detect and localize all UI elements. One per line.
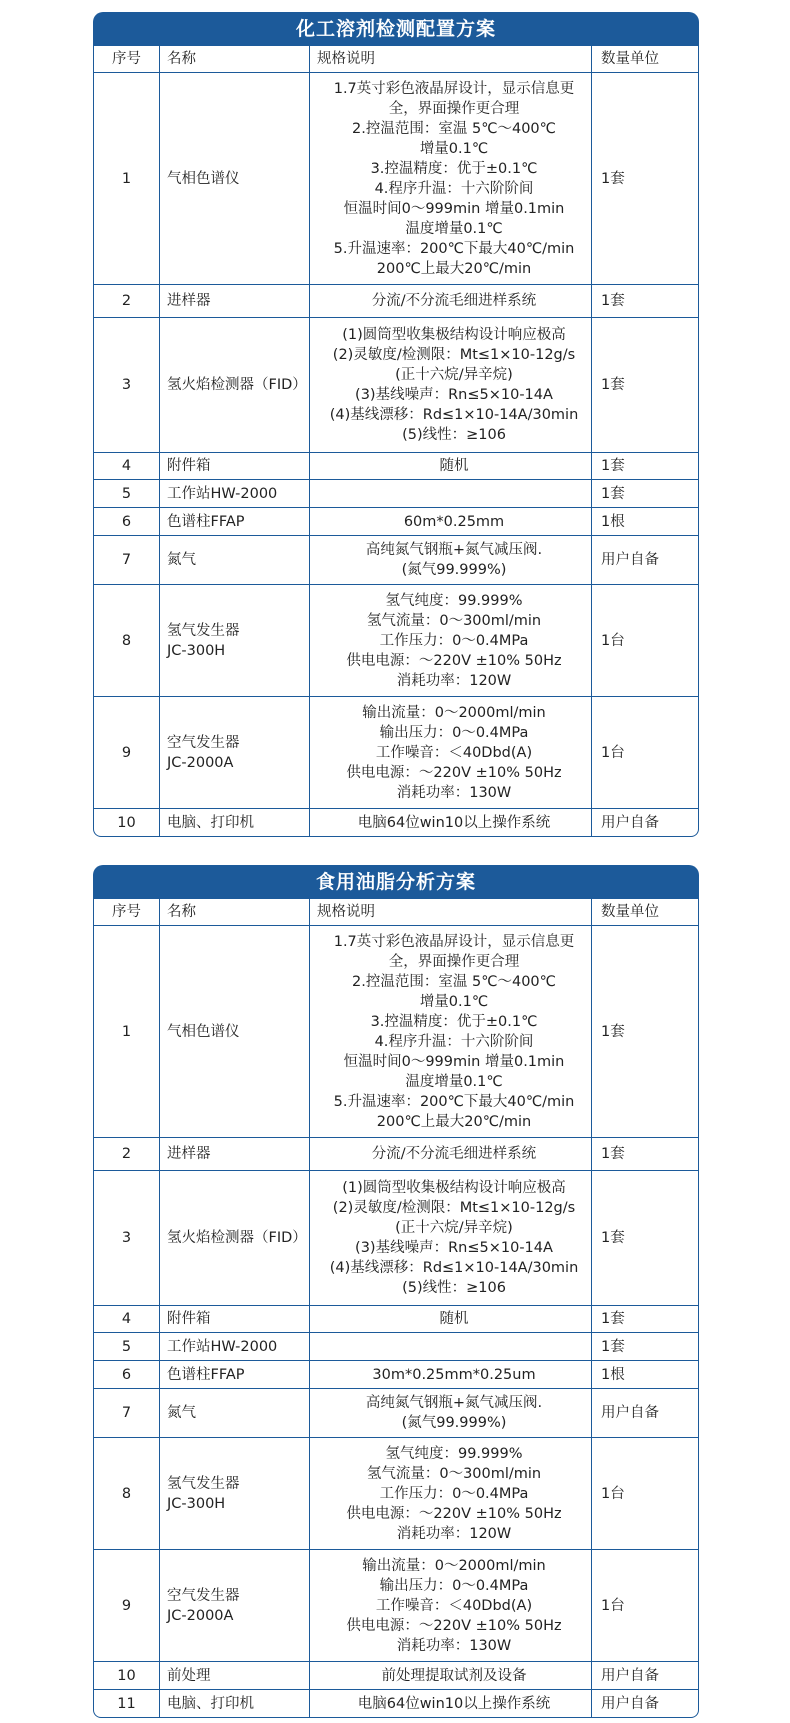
item-name-line: JC-300H bbox=[167, 642, 226, 659]
item-name-line: 电脑、打印机 bbox=[167, 1695, 254, 1712]
spec-line: 温度增量0.1℃ bbox=[405, 220, 503, 237]
item-name-lines bbox=[167, 1365, 245, 1385]
spec-line: 2.控温范围：室温 5℃～400℃ bbox=[352, 973, 556, 990]
item-name-line: 气相色谱仪 bbox=[167, 170, 240, 187]
spec-line: 温度增量0.1℃ bbox=[405, 1073, 503, 1090]
item-name bbox=[160, 697, 310, 808]
quantity-unit: 1台 bbox=[601, 744, 625, 761]
spec-description bbox=[310, 1333, 592, 1360]
item-name bbox=[160, 318, 310, 452]
row-number: 10 bbox=[94, 1662, 160, 1689]
spec-line: (4)基线漂移：Rd≤1×10-14A/30min bbox=[329, 1260, 579, 1276]
spec-line: 30m*0.25mm*0.25um bbox=[372, 1366, 536, 1383]
item-name-lines bbox=[167, 1694, 254, 1714]
table-row bbox=[94, 452, 698, 479]
table-row bbox=[94, 584, 698, 696]
spec-line: 2.控温范围：室温 5℃～400℃ bbox=[352, 120, 556, 137]
table-row bbox=[94, 507, 698, 535]
spec-description bbox=[310, 1138, 592, 1170]
quantity-unit: 1套 bbox=[601, 293, 625, 309]
item-name bbox=[160, 1389, 310, 1437]
quantity-unit: 1套 bbox=[601, 458, 625, 474]
item-name-line: 工作站HW-2000 bbox=[167, 485, 278, 502]
item-name-line: JC-300H bbox=[167, 1495, 226, 1512]
item-name-lines bbox=[167, 550, 196, 570]
item-name-lines bbox=[167, 1309, 211, 1329]
spec-line: 4.程序升温：十六阶阶间 bbox=[374, 1033, 534, 1050]
table-row bbox=[94, 1437, 698, 1549]
spec-description bbox=[310, 1550, 592, 1661]
row-number: 5 bbox=[94, 480, 160, 507]
quantity-unit: 1台 bbox=[601, 632, 625, 649]
spec-line: (氮气99.999%) bbox=[401, 1415, 507, 1431]
quantity-unit: 用户自备 bbox=[601, 814, 659, 831]
spec-line: 输出流量：0～2000ml/min bbox=[362, 704, 546, 721]
row-number: 7 bbox=[94, 1389, 160, 1437]
spec-line: 3.控温精度：优于±0.1℃ bbox=[370, 160, 538, 177]
column-header: 规格说明 bbox=[310, 899, 592, 925]
spec-line: (1)圆筒型收集极结构设计响应极高 bbox=[342, 327, 566, 343]
spec-description bbox=[310, 1171, 592, 1305]
item-name-line: 氢气发生器 bbox=[167, 622, 240, 639]
spec-line: 高纯氮气钢瓶+氮气减压阀. bbox=[365, 542, 543, 558]
item-name-lines bbox=[167, 375, 307, 395]
spec-description bbox=[310, 285, 592, 317]
row-number: 11 bbox=[94, 1690, 160, 1717]
spec-line: 全，界面操作更合理 bbox=[388, 953, 520, 970]
spec-description bbox=[310, 1361, 592, 1388]
spec-line: 5.升温速率：200℃下最大40℃/min bbox=[333, 1093, 575, 1110]
spec-line: (5)线性：≥106 bbox=[402, 427, 506, 443]
table-row bbox=[94, 535, 698, 584]
spec-line: 消耗功率：120W bbox=[396, 672, 512, 689]
row-number: 8 bbox=[94, 1438, 160, 1549]
row-number: 10 bbox=[94, 809, 160, 836]
table-row bbox=[94, 72, 698, 284]
row-number: 2 bbox=[94, 1138, 160, 1170]
item-name bbox=[160, 1333, 310, 1360]
spec-line: 工作噪音：＜40Dbd(A) bbox=[375, 1597, 533, 1614]
quantity-unit: 1套 bbox=[601, 1023, 625, 1040]
column-header: 规格说明 bbox=[310, 46, 592, 72]
table-row bbox=[94, 317, 698, 452]
spec-line: 氢气纯度：99.999% bbox=[385, 1445, 523, 1462]
table-row bbox=[94, 925, 698, 1137]
row-number: 8 bbox=[94, 585, 160, 696]
table-title: 食用油脂分析方案 bbox=[93, 865, 699, 899]
spec-line: 电脑64位win10以上操作系统 bbox=[357, 1695, 551, 1712]
table-row bbox=[94, 1689, 698, 1717]
item-name-lines bbox=[167, 813, 254, 833]
item-name-lines bbox=[167, 169, 240, 189]
item-name-line: 空气发生器 bbox=[167, 1587, 240, 1604]
item-name bbox=[160, 480, 310, 507]
row-number: 1 bbox=[94, 73, 160, 284]
quantity-unit: 1套 bbox=[601, 1338, 625, 1355]
spec-line: (5)线性：≥106 bbox=[402, 1280, 506, 1296]
spec-line: 60m*0.25mm bbox=[403, 513, 505, 530]
item-name bbox=[160, 1438, 310, 1549]
quantity-unit: 1套 bbox=[601, 1311, 625, 1327]
table-row bbox=[94, 284, 698, 317]
row-number: 9 bbox=[94, 1550, 160, 1661]
item-name-line: 附件箱 bbox=[167, 458, 211, 474]
item-name-lines bbox=[167, 1228, 307, 1248]
quantity-unit: 1套 bbox=[601, 1146, 625, 1162]
item-name-line: 附件箱 bbox=[167, 1311, 211, 1327]
quantity-unit: 用户自备 bbox=[601, 1405, 659, 1421]
item-name-line: JC-2000A bbox=[167, 754, 234, 771]
item-name-lines bbox=[167, 1586, 240, 1626]
item-name-lines bbox=[167, 291, 211, 311]
item-name-line: 前处理 bbox=[167, 1667, 211, 1684]
item-name bbox=[160, 508, 310, 535]
spec-line: 工作压力：0～0.4MPa bbox=[379, 632, 529, 649]
spec-description bbox=[310, 697, 592, 808]
item-name bbox=[160, 585, 310, 696]
item-name-lines bbox=[167, 456, 211, 476]
item-name-line: 氢火焰检测器（FID） bbox=[167, 377, 307, 393]
quantity-unit: 1根 bbox=[601, 513, 625, 530]
spec-description bbox=[310, 1389, 592, 1437]
spec-line: (2)灵敏度/检测限：Mt≤1×10-12g/s bbox=[332, 1200, 576, 1216]
spec-line: 高纯氮气钢瓶+氮气减压阀. bbox=[365, 1395, 543, 1411]
column-header: 名称 bbox=[160, 899, 310, 925]
item-name bbox=[160, 1171, 310, 1305]
table-row bbox=[94, 1549, 698, 1661]
table-grid bbox=[93, 899, 699, 1718]
row-number: 3 bbox=[94, 318, 160, 452]
item-name bbox=[160, 536, 310, 584]
table-row bbox=[94, 808, 698, 836]
spec-line: 恒温时间0～999min 增量0.1min bbox=[343, 200, 565, 217]
row-number: 7 bbox=[94, 536, 160, 584]
spec-line: 氢气纯度：99.999% bbox=[385, 592, 523, 609]
item-name-line: 进样器 bbox=[167, 293, 211, 309]
item-name bbox=[160, 926, 310, 1137]
spec-line: 工作噪音：＜40Dbd(A) bbox=[375, 744, 533, 761]
spec-line: (1)圆筒型收集极结构设计响应极高 bbox=[342, 1180, 566, 1196]
item-name-lines bbox=[167, 1666, 211, 1686]
table-row bbox=[94, 1360, 698, 1388]
spec-line: 增量0.1℃ bbox=[419, 993, 489, 1010]
spec-line: 氢气流量：0～300ml/min bbox=[366, 612, 542, 629]
table-row bbox=[94, 1305, 698, 1332]
item-name bbox=[160, 73, 310, 284]
quantity-unit: 1根 bbox=[601, 1366, 625, 1383]
row-number: 6 bbox=[94, 1361, 160, 1388]
spec-line: 随机 bbox=[439, 1311, 469, 1327]
spec-line: 1.7英寸彩色液晶屏设计，显示信息更 bbox=[333, 80, 575, 97]
quantity-unit: 1套 bbox=[601, 485, 625, 502]
spec-line: 输出流量：0～2000ml/min bbox=[362, 1557, 546, 1574]
table-row bbox=[94, 1170, 698, 1305]
spec-description bbox=[310, 453, 592, 479]
spec-line: 供电电源：～220V ±10% 50Hz bbox=[346, 1505, 562, 1522]
spec-description bbox=[310, 1306, 592, 1332]
item-name-line: 气相色谱仪 bbox=[167, 1023, 240, 1040]
spec-line: 电脑64位win10以上操作系统 bbox=[357, 814, 551, 831]
item-name-line: 色谱柱FFAP bbox=[167, 513, 245, 530]
column-header: 序号 bbox=[94, 899, 160, 925]
spec-line: 消耗功率：130W bbox=[396, 784, 512, 801]
item-name-lines bbox=[167, 621, 240, 661]
item-name-line: JC-2000A bbox=[167, 1607, 234, 1624]
spec-line: 氢气流量：0～300ml/min bbox=[366, 1465, 542, 1482]
item-name-line: 色谱柱FFAP bbox=[167, 1366, 245, 1383]
spec-line: (正十六烷/异辛烷) bbox=[395, 367, 513, 383]
spec-line: 全，界面操作更合理 bbox=[388, 100, 520, 117]
item-name-lines bbox=[167, 1337, 277, 1357]
column-header: 名称 bbox=[160, 46, 310, 72]
item-name-lines bbox=[167, 512, 245, 532]
item-name-line: 工作站HW-2000 bbox=[167, 1338, 278, 1355]
spec-description bbox=[310, 926, 592, 1137]
spec-description bbox=[310, 73, 592, 284]
spec-line: 供电电源：～220V ±10% 50Hz bbox=[346, 652, 562, 669]
spec-description bbox=[310, 536, 592, 584]
table-row bbox=[94, 1332, 698, 1360]
item-name-lines bbox=[167, 733, 240, 773]
quantity-unit: 用户自备 bbox=[601, 1667, 659, 1684]
spec-line: (2)灵敏度/检测限：Mt≤1×10-12g/s bbox=[332, 347, 576, 363]
item-name-line: 氮气 bbox=[167, 552, 196, 568]
quantity-unit: 1套 bbox=[601, 170, 625, 187]
item-name bbox=[160, 809, 310, 836]
spec-line: 5.升温速率：200℃下最大40℃/min bbox=[333, 240, 575, 257]
row-number: 5 bbox=[94, 1333, 160, 1360]
spec-line: 200℃上最大20℃/min bbox=[376, 260, 532, 277]
header-row bbox=[94, 46, 698, 72]
config-table bbox=[93, 12, 699, 837]
spec-line: 1.7英寸彩色液晶屏设计，显示信息更 bbox=[333, 933, 575, 950]
spec-description bbox=[310, 1690, 592, 1717]
spec-description bbox=[310, 480, 592, 507]
row-number: 2 bbox=[94, 285, 160, 317]
table-row bbox=[94, 1388, 698, 1437]
spec-description bbox=[310, 809, 592, 836]
item-name-lines bbox=[167, 1403, 196, 1423]
spec-description bbox=[310, 1662, 592, 1689]
quantity-unit: 1台 bbox=[601, 1597, 625, 1614]
item-name bbox=[160, 1550, 310, 1661]
spec-line: 4.程序升温：十六阶阶间 bbox=[374, 180, 534, 197]
spec-description bbox=[310, 318, 592, 452]
item-name-lines bbox=[167, 1144, 211, 1164]
spec-line: 分流/不分流毛细进样系统 bbox=[371, 1146, 537, 1162]
item-name-lines bbox=[167, 484, 277, 504]
spec-line: 随机 bbox=[439, 458, 469, 474]
spec-line: 增量0.1℃ bbox=[419, 140, 489, 157]
spec-line: (3)基线噪声：Rn≤5×10-14A bbox=[355, 1240, 553, 1256]
spec-description bbox=[310, 508, 592, 535]
item-name-line: 氢气发生器 bbox=[167, 1475, 240, 1492]
spec-line: (正十六烷/异辛烷) bbox=[395, 1220, 513, 1236]
spec-line: 消耗功率：120W bbox=[396, 1525, 512, 1542]
spec-line: 供电电源：～220V ±10% 50Hz bbox=[346, 764, 562, 781]
spec-line: 供电电源：～220V ±10% 50Hz bbox=[346, 1617, 562, 1634]
row-number: 3 bbox=[94, 1171, 160, 1305]
spec-description bbox=[310, 1438, 592, 1549]
item-name bbox=[160, 1690, 310, 1717]
item-name-line: 氮气 bbox=[167, 1405, 196, 1421]
item-name-line: 空气发生器 bbox=[167, 734, 240, 751]
item-name bbox=[160, 453, 310, 479]
quantity-unit: 1台 bbox=[601, 1485, 625, 1502]
spec-line: 输出压力：0～0.4MPa bbox=[379, 724, 529, 741]
item-name bbox=[160, 1306, 310, 1332]
quantity-unit: 用户自备 bbox=[601, 1695, 659, 1712]
spec-line: (4)基线漂移：Rd≤1×10-14A/30min bbox=[329, 407, 579, 423]
config-table bbox=[93, 865, 699, 1718]
item-name-line: 进样器 bbox=[167, 1146, 211, 1162]
table-row bbox=[94, 1137, 698, 1170]
spec-line: 消耗功率：130W bbox=[396, 1637, 512, 1654]
item-name-lines bbox=[167, 1474, 240, 1514]
table-title: 化工溶剂检测配置方案 bbox=[93, 12, 699, 46]
item-name bbox=[160, 1361, 310, 1388]
column-header: 数量单位 bbox=[601, 904, 659, 920]
spec-line: 200℃上最大20℃/min bbox=[376, 1113, 532, 1130]
column-header: 序号 bbox=[94, 46, 160, 72]
item-name bbox=[160, 1662, 310, 1689]
spec-line: 前处理提取试剂及设备 bbox=[381, 1667, 527, 1684]
table-row bbox=[94, 1661, 698, 1689]
spec-line: (氮气99.999%) bbox=[401, 562, 507, 578]
row-number: 4 bbox=[94, 1306, 160, 1332]
spec-line: 3.控温精度：优于±0.1℃ bbox=[370, 1013, 538, 1030]
table-row bbox=[94, 696, 698, 808]
quantity-unit: 1套 bbox=[601, 377, 625, 393]
row-number: 4 bbox=[94, 453, 160, 479]
spec-line: 输出压力：0～0.4MPa bbox=[379, 1577, 529, 1594]
table-row bbox=[94, 479, 698, 507]
header-row bbox=[94, 899, 698, 925]
item-name-line: 氢火焰检测器（FID） bbox=[167, 1230, 307, 1246]
spec-line: 工作压力：0～0.4MPa bbox=[379, 1485, 529, 1502]
spec-line: (3)基线噪声：Rn≤5×10-14A bbox=[355, 387, 553, 403]
spec-line: 恒温时间0～999min 增量0.1min bbox=[343, 1053, 565, 1070]
table-grid bbox=[93, 46, 699, 837]
quantity-unit: 用户自备 bbox=[601, 552, 659, 568]
quantity-unit: 1套 bbox=[601, 1230, 625, 1246]
item-name bbox=[160, 1138, 310, 1170]
spec-description bbox=[310, 585, 592, 696]
item-name-lines bbox=[167, 1022, 240, 1042]
item-name-line: 电脑、打印机 bbox=[167, 814, 254, 831]
item-name bbox=[160, 285, 310, 317]
spec-line: 分流/不分流毛细进样系统 bbox=[371, 293, 537, 309]
column-header: 数量单位 bbox=[601, 51, 659, 67]
row-number: 6 bbox=[94, 508, 160, 535]
row-number: 9 bbox=[94, 697, 160, 808]
row-number: 1 bbox=[94, 926, 160, 1137]
